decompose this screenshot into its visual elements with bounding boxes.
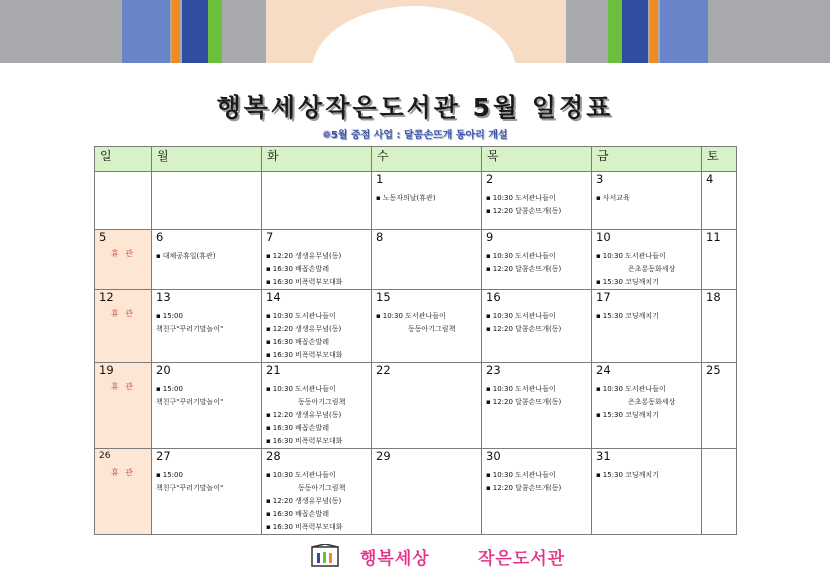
calendar-day-cell (372, 230, 482, 290)
event-item: ▪ 12:20 생생유무념(동) (266, 250, 368, 263)
event-item: ▪ 10:30 도서관나들이 (486, 469, 588, 482)
closed-label: 휴 관 (111, 309, 135, 318)
event-item: ▪ 12:20 달콤손뜨개(동) (486, 482, 588, 495)
page-title: 행복세상작은도서관 5월 일정표 (216, 93, 614, 122)
event-item: ▪ 12:20 달콤손뜨개(동) (486, 396, 588, 409)
closed-label: 휴 관 (111, 468, 135, 477)
calendar-day-cell (152, 363, 262, 449)
closed-label: 휴 관 (111, 382, 135, 391)
calendar-day-cell (482, 363, 592, 449)
event-item: ▪ 10:30 도서관나들이 (596, 250, 698, 263)
event-item: ▪ 12:20 생생유무념(동) (266, 323, 368, 336)
calendar-day-cell (95, 172, 152, 230)
event-item: ▪ 15:00 (156, 310, 258, 323)
calendar-week-row (95, 363, 737, 449)
day-number: 31 (596, 449, 611, 463)
event-item: ▪ 사서교육 (596, 192, 698, 205)
banner-stripe (208, 0, 222, 63)
footer-text-2: 작은도서관 (478, 549, 566, 569)
event-item: ▪ 12:20 달콤손뜨개(동) (486, 205, 588, 218)
day-number: 22 (376, 363, 391, 377)
calendar-day-cell (482, 172, 592, 230)
calendar-week-row (95, 230, 737, 290)
calendar-day-cell (592, 172, 702, 230)
calendar-day-cell (702, 449, 737, 535)
calendar-day-cell (262, 290, 372, 363)
event-item: ▪ 16:30 비폭력부모대화 (266, 521, 368, 534)
event-item: ▪ 10:30 도서관나들이 (486, 383, 588, 396)
event-item: ▪ 16:30 비폭력부모대화 (266, 276, 368, 289)
library-logo-icon (310, 544, 340, 568)
header-fri: 금 (592, 147, 702, 172)
day-number: 9 (486, 230, 494, 244)
event-item: ▪ 15:30 코딩깨치기 (596, 409, 698, 422)
day-number: 27 (156, 449, 171, 463)
event-item: ▪ 15:30 코딩깨치기 (596, 276, 698, 289)
calendar-header-row (95, 147, 737, 172)
header-wed: 수 (372, 147, 482, 172)
event-item: 동동아기그림책 (408, 325, 456, 333)
event-item: ▪ 15:30 코딩깨치기 (596, 469, 698, 482)
day-number: 12 (99, 290, 114, 304)
page-subtitle: ❁5월 중점 사업 : 달콤손뜨개 동아리 개설 (322, 130, 508, 141)
day-number: 29 (376, 449, 391, 463)
calendar-week-row (95, 449, 737, 535)
banner-stripe (622, 0, 648, 63)
event-item: ▪ 16:30 배꼽손발레 (266, 508, 368, 521)
event-item: ▪ 10:30 도서관나들이 (486, 310, 588, 323)
event-item: ▪ 12:20 생생유무념(동) (266, 409, 368, 422)
event-item: ▪ 15:30 코딩깨치기 (596, 310, 698, 323)
calendar-day-cell (702, 363, 737, 449)
footer-text-1: 행복세상 (360, 549, 430, 569)
day-number: 6 (156, 230, 164, 244)
calendar-day-cell (152, 172, 262, 230)
event-item: ▪ 10:30 도서관나들이 (596, 383, 698, 396)
day-number: 1 (376, 172, 384, 186)
day-number: 5 (99, 230, 107, 244)
calendar-day-cell (592, 230, 702, 290)
event-item: ▪ 16:30 배꼽손발레 (266, 336, 368, 349)
calendar-day-cell (95, 230, 152, 290)
day-number: 23 (486, 363, 501, 377)
event-item: ▪ 16:30 비폭력부모대화 (266, 435, 368, 448)
day-number: 11 (706, 230, 721, 244)
header-tue: 화 (262, 147, 372, 172)
banner-stripe (608, 0, 622, 63)
day-number: 2 (486, 172, 494, 186)
event-item: ▪ 16:30 비폭력부모대화 (266, 349, 368, 362)
day-number: 16 (486, 290, 501, 304)
header-thu: 목 (482, 147, 592, 172)
calendar-day-cell (372, 172, 482, 230)
calendar-day-cell (702, 172, 737, 230)
calendar-day-cell (262, 363, 372, 449)
calendar-day-cell (592, 449, 702, 535)
day-number: 14 (266, 290, 281, 304)
day-number: 4 (706, 172, 714, 186)
calendar-week-row (95, 290, 737, 363)
event-item: 동동아기그림책 (298, 398, 346, 406)
header-sat: 토 (702, 147, 737, 172)
footer-logo (310, 542, 630, 572)
calendar-day-cell (702, 230, 737, 290)
calendar-day-cell (592, 290, 702, 363)
event-item: ▪ 대체공휴일(휴관) (156, 250, 258, 263)
calendar-day-cell (152, 449, 262, 535)
event-item: ▪ 15:00 (156, 383, 258, 396)
calendar-day-cell (702, 290, 737, 363)
calendar-day-cell (262, 172, 372, 230)
day-number: 15 (376, 290, 391, 304)
event-item: 책친구"꾸러기말놀이" (156, 398, 224, 406)
calendar-day-cell (372, 363, 482, 449)
day-number: 13 (156, 290, 171, 304)
day-number: 19 (99, 363, 114, 377)
day-number: 7 (266, 230, 274, 244)
day-number: 26 (99, 451, 111, 461)
event-item: 책친구"꾸러기말놀이" (156, 484, 224, 492)
banner-stripe (182, 0, 208, 63)
day-number: 20 (156, 363, 171, 377)
event-item: 은초롱동화세상 (628, 265, 676, 273)
event-item: ▪ 10:30 도서관나들이 (266, 310, 368, 323)
day-number: 8 (376, 230, 384, 244)
event-item: ▪ 12:20 달콤손뜨개(동) (486, 323, 588, 336)
calendar-day-cell (152, 290, 262, 363)
event-item: 은초롱동화세상 (628, 398, 676, 406)
day-number: 18 (706, 290, 721, 304)
event-item: 책친구"꾸러기말놀이" (156, 325, 224, 333)
calendar-day-cell (95, 363, 152, 449)
calendar-day-cell (592, 363, 702, 449)
calendar-day-cell (482, 290, 592, 363)
event-item: ▪ 10:30 도서관나들이 (486, 250, 588, 263)
calendar-week-row (95, 172, 737, 230)
calendar-day-cell (152, 230, 262, 290)
header-mon: 월 (152, 147, 262, 172)
day-number: 10 (596, 230, 611, 244)
calendar-day-cell (95, 449, 152, 535)
day-number: 3 (596, 172, 604, 186)
banner-stripe (172, 0, 180, 63)
calendar-day-cell (482, 230, 592, 290)
event-item: ▪ 15:00 (156, 469, 258, 482)
event-item: ▪ 10:30 도서관나들이 (376, 310, 478, 323)
event-item: ▪ 노동자의날(휴관) (376, 192, 478, 205)
calendar-day-cell (372, 449, 482, 535)
calendar-day-cell (262, 449, 372, 535)
day-number: 21 (266, 363, 281, 377)
day-number: 30 (486, 449, 501, 463)
event-item: ▪ 16:30 배꼽손발레 (266, 422, 368, 435)
calendar-table (94, 146, 737, 535)
banner-stripe (650, 0, 658, 63)
top-banner (0, 0, 830, 63)
event-item: 동동아기그림책 (298, 484, 346, 492)
day-number: 17 (596, 290, 611, 304)
event-item: ▪ 12:20 생생유무념(동) (266, 495, 368, 508)
header-sun: 일 (95, 147, 152, 172)
day-number: 28 (266, 449, 281, 463)
day-number: 25 (706, 363, 721, 377)
banner-stripe (660, 0, 708, 63)
calendar-day-cell (372, 290, 482, 363)
event-item: ▪ 16:30 배꼽손발레 (266, 263, 368, 276)
calendar-day-cell (95, 290, 152, 363)
day-number: 24 (596, 363, 611, 377)
banner-stripe (122, 0, 170, 63)
event-item: ▪ 12:20 달콤손뜨개(동) (486, 263, 588, 276)
calendar-day-cell (262, 230, 372, 290)
event-item: ▪ 10:30 도서관나들이 (266, 383, 368, 396)
event-item: ▪ 10:30 도서관나들이 (266, 469, 368, 482)
event-item: ▪ 10:30 도서관나들이 (486, 192, 588, 205)
calendar-day-cell (482, 449, 592, 535)
closed-label: 휴 관 (111, 249, 135, 258)
